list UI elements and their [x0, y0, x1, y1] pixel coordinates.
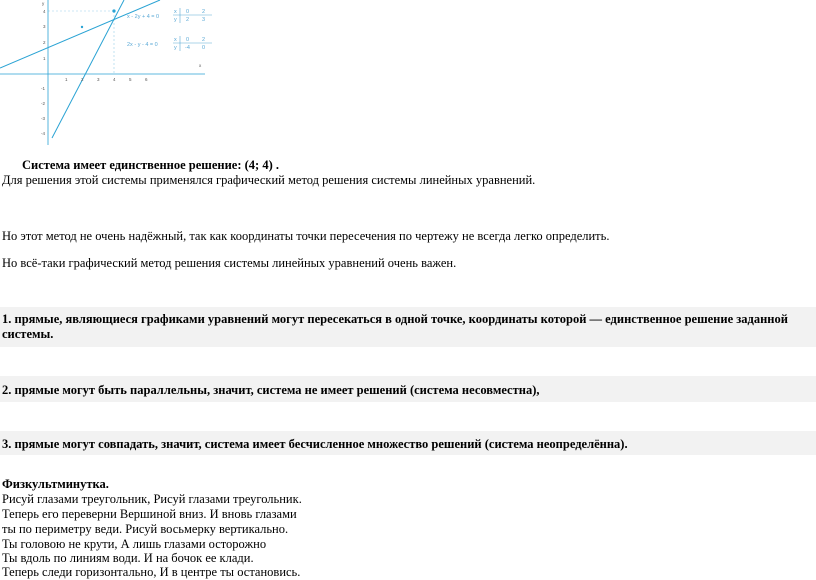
list-item-coincide: 3. прямые могут совпадать, значит, система имеет бесчисленное множество решений (система неопределённа).: [2, 437, 628, 451]
graph-figure: [0, 0, 260, 145]
poem-line: Теперь следи горизонтально, И в центре ты остановись.: [2, 565, 301, 579]
poem-line: Рисуй глазами треугольник, Рисуй глазами треугольник.: [2, 492, 302, 506]
table-1-x1: 2: [202, 9, 206, 15]
x-tick: 5: [129, 77, 132, 82]
table-2-y0: -4: [185, 45, 190, 51]
y-tick: -4: [41, 131, 46, 136]
poem-line: Теперь его переверни Вершиной вниз. И вновь глазами: [2, 507, 297, 521]
table-1-y0: 2: [186, 17, 190, 23]
y-tick: 4: [43, 9, 46, 14]
poem-line: ты по периметру веди. Рисуй восьмерку вертикально.: [2, 522, 289, 536]
paragraph-importance: Но всё-таки графический метод решения системы линейных уравнений очень важен.: [2, 256, 457, 270]
y-tick: 2: [43, 40, 46, 45]
table-1-x0: 0: [186, 9, 190, 15]
x-tick: 4: [113, 77, 116, 82]
x-tick: 6: [145, 77, 148, 82]
paragraph-reliability: Но этот метод не очень надёжный, так как координаты точки пересечения по чертежу не всегда легко определить.: [2, 229, 610, 243]
intersection-point: [112, 9, 115, 12]
x-tick: 1: [65, 77, 68, 82]
y-tick: -2: [41, 101, 46, 106]
y-axis-label: y: [42, 1, 45, 6]
y-tick: -3: [41, 116, 46, 121]
line-eq2: [52, 0, 124, 138]
table-2-y1: 0: [202, 45, 206, 51]
equation-2: 2x - y - 4 = 0: [127, 42, 158, 48]
x-tick: 2: [81, 77, 84, 82]
x-tick: 3: [97, 77, 100, 82]
solution-statement: Система имеет единственное решение: (4; 4) .: [22, 158, 279, 172]
equation-1: x - 2y + 4 = 0: [127, 14, 160, 20]
fiz-title: Физкультминутка.: [2, 477, 109, 491]
table-2-x-label: x: [174, 37, 177, 43]
list-item-parallel: 2. прямые могут быть параллельны, значит, система не имеет решений (система несовместна),: [2, 383, 540, 397]
table-2-x1: 2: [202, 37, 206, 43]
item-band-1: [0, 307, 816, 347]
item-band-3: [0, 431, 816, 455]
list-item-intersect: 1. прямые, являющиеся графиками уравнений могут пересекаться в одной точке, координаты которой — единственное решение заданной системы.: [2, 312, 788, 341]
table-1-x-label: x: [174, 9, 177, 15]
item-band-2: [0, 376, 816, 402]
table-2-y-label: y: [174, 45, 177, 51]
y-tick: 3: [43, 24, 46, 29]
point-eq1: [81, 26, 83, 28]
table-2-x0: 0: [186, 37, 190, 43]
table-1-y-label: y: [174, 17, 177, 23]
line-eq1: [0, 0, 160, 68]
table-1-y1: 3: [202, 17, 206, 23]
y-tick: -1: [41, 86, 46, 91]
poem-line: Ты головою не крути, А лишь глазами осторожно: [2, 537, 267, 551]
x-axis-label: x: [199, 63, 202, 68]
poem-line: Ты вдоль по линиям води. И на бочок ее клади.: [2, 551, 254, 565]
paragraph-method: Для решения этой системы применялся графический метод решения системы линейных уравнений.: [2, 173, 536, 187]
y-tick: 1: [43, 56, 46, 61]
